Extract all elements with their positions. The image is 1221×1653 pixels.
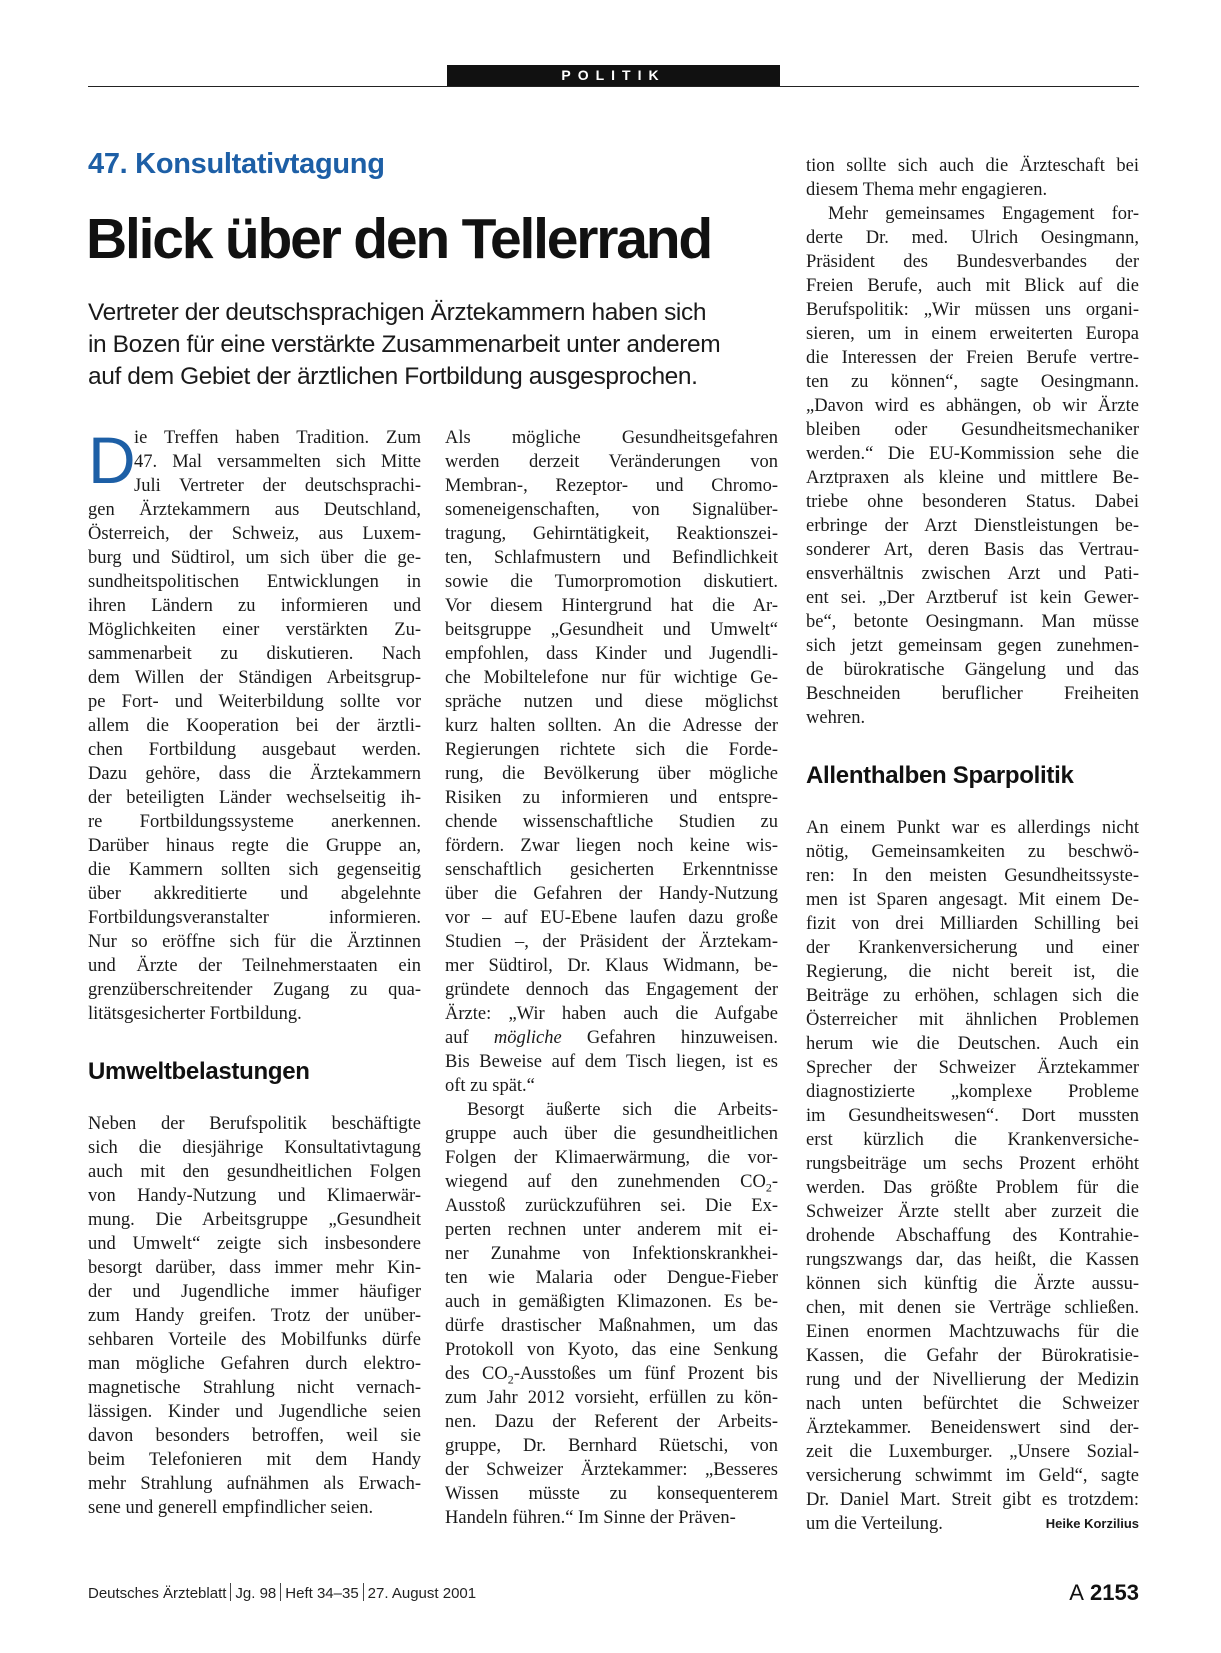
- text-line: gruppe, Dr. Bernhard Rüetschi, von: [445, 1436, 778, 1456]
- text-line: perten rechnen unter anderem mit ei-: [445, 1220, 778, 1240]
- section-label: POLITIK: [447, 65, 780, 86]
- text-line: über die Gefahren der Handy-Nutzung: [445, 884, 778, 904]
- text-line: ent sei. „Der Arztberuf ist kein Gewer-: [806, 588, 1139, 608]
- article-headline: Blick über den Tellerrand: [86, 207, 711, 271]
- text-line: magnetische Strahlung nicht vernach-: [88, 1378, 421, 1398]
- text-line: litätsgesicherter Fortbildung.: [88, 1004, 302, 1024]
- text-line: des $CO_2$-Ausstoßes um fünf Prozent bis: [445, 1364, 778, 1386]
- text-line: gründete dennoch das Engagement der: [445, 980, 778, 1000]
- text-line: Neben der Berufspolitik beschäftigte: [88, 1114, 421, 1134]
- text-line: An einem Punkt war es allerdings nicht: [806, 818, 1139, 838]
- text-line: Folgen der Klimaerwärmung, die vor-: [445, 1148, 778, 1168]
- text-line: ensverhältnis zwischen Arzt und Pati-: [806, 564, 1139, 584]
- text-line: Sprecher der Schweizer Ärztekammer: [806, 1058, 1139, 1078]
- text-line: werden derzeit Veränderungen von: [445, 452, 778, 472]
- text-line: oft zu spät.“: [445, 1076, 535, 1096]
- text-line: rungszwangs dar, das heißt, die Kassen: [806, 1250, 1139, 1270]
- text-line: Als mögliche Gesundheitsgefahren: [445, 428, 778, 448]
- text-line: Beiträge zu erhöhen, schlagen sich die: [806, 986, 1139, 1006]
- text-line: Fortbildungsveranstalter informieren.: [88, 908, 421, 928]
- text-line: diesem Thema mehr engagieren.: [806, 180, 1048, 200]
- drop-cap: D: [88, 423, 136, 497]
- text-line: zum Handy greifen. Trotz der unüber-: [88, 1306, 421, 1326]
- text-line: Darüber hinaus regte die Gruppe an,: [88, 836, 421, 856]
- text-line: ten wie Malaria oder Dengue-Fieber: [445, 1268, 778, 1288]
- text-line: die Kammern sollten sich gegenseitig: [88, 860, 421, 880]
- text-line: „Davon wird es abhängen, ob wir Ärzte: [806, 396, 1139, 416]
- text-line: zum Jahr 2012 vorsieht, erfüllen zu kön-: [445, 1388, 778, 1408]
- text-line: von Handy-Nutzung und Klimaerwär-: [88, 1186, 421, 1206]
- text-line: herum wie die Deutschen. Auch ein: [806, 1034, 1139, 1054]
- text-line: vor – auf EU-Ebene laufen dazu große: [445, 908, 778, 928]
- author-byline: Heike Korzilius: [1045, 1516, 1139, 1531]
- text-line: Möglichkeiten einer verstärkten Zu-: [88, 620, 421, 640]
- text-line: pe Fort- und Weiterbildung sollte vor: [88, 692, 421, 712]
- page-number-value: 2153: [1090, 1580, 1139, 1605]
- subheading-sparpolitik: Allenthalben Sparpolitik: [806, 762, 1074, 789]
- text-line: Besorgt äußerte sich die Arbeits-: [467, 1100, 778, 1120]
- text-line: diagnostizierte „komplexe Probleme: [806, 1082, 1139, 1102]
- text-line: fördern. Zwar liegen noch keine wis-: [445, 836, 778, 856]
- body-paragraph: [806, 816, 1139, 1536]
- text-line: rungsbeiträge um sechs Prozent erhöht: [806, 1154, 1139, 1174]
- text-line: Arztpraxen als kleine und mittlere Be-: [806, 468, 1139, 488]
- text-line: Beschneiden beruflicher Freiheiten: [806, 684, 1139, 704]
- text-line: be“, betonte Oesingmann. Man müsse: [806, 612, 1139, 632]
- text-line: Mehr gemeinsames Engagement for-: [828, 204, 1139, 224]
- text-line: che Mobiltelefone nur für wichtige Ge-: [445, 668, 778, 688]
- body-paragraph: [445, 426, 778, 1530]
- text-line: Dr. Daniel Mart. Streit gibt es trotzdem:: [806, 1490, 1139, 1510]
- journal-issue: Heft 34–35: [285, 1585, 359, 1602]
- text-line: zeit die Luxemburger. „Unsere Sozial-: [806, 1442, 1139, 1462]
- text-line: man mögliche Gefahren durch elektro-: [88, 1354, 421, 1374]
- text-line: dem Willen der Ständigen Arbeitsgrup-: [88, 668, 421, 688]
- text-line: erbringe der Arzt Dienstleistungen be-: [806, 516, 1139, 536]
- text-line: der Krankenversicherung und einer: [806, 938, 1139, 958]
- subheading-umweltbelastungen: Umweltbelastungen: [88, 1058, 310, 1085]
- text-line: der beteiligten Länder wechselseitig ih-: [88, 788, 421, 808]
- text-line: ten, Schlafmustern und Befindlichkeit: [445, 548, 778, 568]
- footer-citation: [88, 1583, 476, 1602]
- text-line: sehbaren Vorteile des Mobilfunks dürfe: [88, 1330, 421, 1350]
- text-line: tion sollte sich auch die Ärzteschaft bei: [806, 156, 1139, 176]
- text-line: sene und generell empfindlicher seien.: [88, 1498, 374, 1518]
- text-line: der Schweizer Ärztekammer: „Besseres: [445, 1460, 778, 1480]
- text-line: erst kürzlich die Krankenversiche-: [806, 1130, 1139, 1150]
- text-line: rung und der Nivellierung der Medizin: [806, 1370, 1139, 1390]
- text-column-2: [445, 426, 778, 1530]
- lead-line: in Bozen für eine verstärkte Zusammenarbeit unter anderem: [88, 331, 721, 358]
- text-line: Freien Berufe, auch mit Blick auf die: [806, 276, 1139, 296]
- body-paragraph: [88, 423, 421, 1026]
- text-line: Juli Vertreter der deutschsprachi-: [134, 476, 421, 496]
- text-line: sich jetzt gemeinsam gegen zunehmen-: [806, 636, 1139, 656]
- text-line: Regierungen richtete sich die Forde-: [445, 740, 778, 760]
- text-line: re Fortbildungssysteme anerkennen.: [88, 812, 421, 832]
- text-line: gen Ärztekammern aus Deutschland,: [88, 500, 421, 520]
- text-line: und Ärzte der Teilnehmerstaaten ein: [88, 956, 421, 976]
- text-line: chen, mit denen sie Verträge schließen.: [806, 1298, 1139, 1318]
- text-line: versicherung schwimmt im Geld“, sagte: [806, 1466, 1139, 1486]
- text-line: Kassen, die Gefahr der Bürokratisie-: [806, 1346, 1139, 1366]
- text-line: Protokoll von Kyoto, das eine Senkung: [445, 1340, 778, 1360]
- text-line: sammenarbeit zu diskutieren. Nach: [88, 644, 421, 664]
- text-line: werden. Das größte Problem für die: [806, 1178, 1139, 1198]
- text-line: lässigen. Kinder und Jugendliche seien: [88, 1402, 421, 1422]
- text-line: Nur so eröffne sich für die Ärztinnen: [88, 932, 421, 952]
- text-line: wehren.: [806, 708, 866, 728]
- text-line: sieren, um in einem erweiterten Europa: [806, 324, 1139, 344]
- text-line: chende wissenschaftliche Studien zu: [445, 812, 778, 832]
- text-line: Österreich, der Schweiz, aus Luxem-: [88, 524, 421, 544]
- lead-line: Vertreter der deutschsprachigen Ärztekammern haben sich: [88, 299, 707, 326]
- text-line: im Gesundheitswesen“. Dort mussten: [806, 1106, 1139, 1126]
- text-line: der und Jugendliche immer häufiger: [88, 1282, 421, 1302]
- text-line: um die Verteilung. Heike Korzilius: [806, 1514, 1139, 1534]
- text-line: Ärzte: „Wir haben auch die Aufgabe: [445, 1004, 778, 1024]
- text-line: sowie die Tumorpromotion diskutiert.: [445, 572, 778, 592]
- text-line: grenzüberschreitender Zugang zu qua-: [88, 980, 421, 1000]
- text-line: triebe ohne besonderen Status. Dabei: [806, 492, 1139, 512]
- text-line: nach unten befürchtet die Schweizer: [806, 1394, 1139, 1414]
- journal-volume: Jg. 98: [235, 1585, 277, 1602]
- text-line: chen Fortbildung ausgebaut werden.: [88, 740, 421, 760]
- article-kicker: 47. Konsultativtagung: [88, 148, 385, 180]
- text-line: ren: In den meisten Gesundheitssyste-: [806, 866, 1139, 886]
- journal-name: Deutsches Ärzteblatt: [88, 1585, 227, 1602]
- text-line: besorgt darüber, dass immer mehr Kin-: [88, 1258, 421, 1278]
- text-line: werden.“ Die EU-Kommission sehe die: [806, 444, 1139, 464]
- text-line: de bürokratische Gängelung und das: [806, 660, 1139, 680]
- text-line: auch in gemäßigten Klimazonen. Es be-: [445, 1292, 778, 1312]
- text-line: bleiben oder Gesundheitsmechaniker: [806, 420, 1139, 440]
- text-line: nen. Dazu der Referent der Arbeits-: [445, 1412, 778, 1432]
- page-number: [1069, 1580, 1139, 1606]
- text-line: Berufspolitik: „Wir müssen uns organi-: [806, 300, 1139, 320]
- text-line: mehr Strahlung aufnähmen als Erwach-: [88, 1474, 421, 1494]
- text-line: kurz halten sollten. An die Adresse der: [445, 716, 778, 736]
- text-line: wiegend auf den zunehmenden $CO_2-$: [445, 1172, 778, 1194]
- text-line: Regierung, die nicht bereit ist, die: [806, 962, 1139, 982]
- text-line: dürfe drastischer Maßnahmen, um das: [445, 1316, 778, 1336]
- body-paragraph: [806, 154, 1139, 730]
- text-line: Membran-, Rezeptor- und Chromo-: [445, 476, 778, 496]
- text-line: über akkreditierte und abgelehnte: [88, 884, 421, 904]
- text-line: die Interessen der Freien Berufe vertre-: [806, 348, 1139, 368]
- text-line: Einen enormen Machtzuwachs für die: [806, 1322, 1139, 1342]
- text-line: Risiken zu informieren und entspre-: [445, 788, 778, 808]
- text-line: mer Südtirol, Dr. Klaus Widmann, be-: [445, 956, 778, 976]
- text-line: mung. Die Arbeitsgruppe „Gesundheit: [88, 1210, 421, 1230]
- text-line: sonderer Art, deren Basis das Vertrau-: [806, 540, 1139, 560]
- text-line: Bis Beweise auf dem Tisch liegen, ist es: [445, 1052, 778, 1072]
- text-line: drohende Abschaffung des Kontrahie-: [806, 1226, 1139, 1246]
- journal-date: 27. August 2001: [367, 1585, 477, 1602]
- lead-line: auf dem Gebiet der ärztlichen Fortbildung ausgesprochen.: [88, 363, 698, 390]
- text-line: Dazu gehöre, dass die Ärztekammern: [88, 764, 421, 784]
- text-column-1: [88, 423, 421, 1520]
- text-line: Handeln führen.“ Im Sinne der Präven-: [445, 1508, 736, 1528]
- text-line: nötig, Gemeinsamkeiten zu beschwö-: [806, 842, 1139, 862]
- text-line: ner Zunahme von Infektionskrankhei-: [445, 1244, 778, 1264]
- text-line: spräche nutzen und diese möglichst: [445, 692, 778, 712]
- page-prefix: A: [1069, 1580, 1084, 1605]
- text-line: 47. Mal versammelten sich Mitte: [134, 452, 421, 472]
- text-line: fizit von drei Milliarden Schilling bei: [806, 914, 1139, 934]
- text-line: gruppe auch über die gesundheitlichen: [445, 1124, 778, 1144]
- body-paragraph: [88, 1112, 421, 1520]
- text-line: men ist Sparen angesagt. Mit einem De-: [806, 890, 1139, 910]
- text-line: empfohlen, dass Kinder und Jugendli-: [445, 644, 778, 664]
- text-line: derte Dr. med. Ulrich Oesingmann,: [806, 228, 1139, 248]
- text-line: beim Telefonieren mit dem Handy: [88, 1450, 421, 1470]
- article-lead: [88, 297, 778, 393]
- text-line: Ausstoß zurückzuführen sei. Die Ex-: [445, 1196, 778, 1216]
- text-column-3: [806, 154, 1139, 1536]
- text-line: burg und Südtirol, um sich über die ge-: [88, 548, 421, 568]
- text-line: senschaftlich gesicherten Erkenntnisse: [445, 860, 778, 880]
- text-line: davon besonders betroffen, weil sie: [88, 1426, 421, 1446]
- text-line: someneigenschaften, von Signalüber-: [445, 500, 778, 520]
- text-line: beitsgruppe „Gesundheit und Umwelt“: [445, 620, 778, 640]
- text-line: und Umwelt“ zeigte sich insbesondere: [88, 1234, 421, 1254]
- text-line: auch mit den gesundheitlichen Folgen: [88, 1162, 421, 1182]
- text-line: Wissen müsste zu konsequenterem: [445, 1484, 778, 1504]
- text-line: Präsident des Bundesverbandes der: [806, 252, 1139, 272]
- text-line: können sich künftig die Ärzte aussu-: [806, 1274, 1139, 1294]
- text-line: Studien –, der Präsident der Ärztekam-: [445, 932, 778, 952]
- text-line: sundheitspolitischen Entwicklungen in: [88, 572, 421, 592]
- text-line: tragung, Gehirntätigkeit, Reaktionszei-: [445, 524, 778, 544]
- text-line: sich die diesjährige Konsultativtagung: [88, 1138, 421, 1158]
- text-line: ie Treffen haben Tradition. Zum: [134, 428, 421, 448]
- text-line: ten zu können“, sagte Oesingmann.: [806, 372, 1139, 392]
- text-line: Vor diesem Hintergrund hat die Ar-: [445, 596, 778, 616]
- text-line: Österreicher mit ähnlichen Problemen: [806, 1010, 1139, 1030]
- text-line: rung, die Bevölkerung über mögliche: [445, 764, 778, 784]
- text-line: allem die Kooperation bei der ärztli-: [88, 716, 421, 736]
- header-rule: [88, 86, 1139, 87]
- text-line: ihren Ländern zu informieren und: [88, 596, 421, 616]
- text-line: auf mögliche Gefahren hinzuweisen.: [445, 1028, 778, 1048]
- text-line: Ärztekammer. Beneidenswert sind der-: [806, 1418, 1139, 1438]
- text-line: Schweizer Ärzte stellt aber zurzeit die: [806, 1202, 1139, 1222]
